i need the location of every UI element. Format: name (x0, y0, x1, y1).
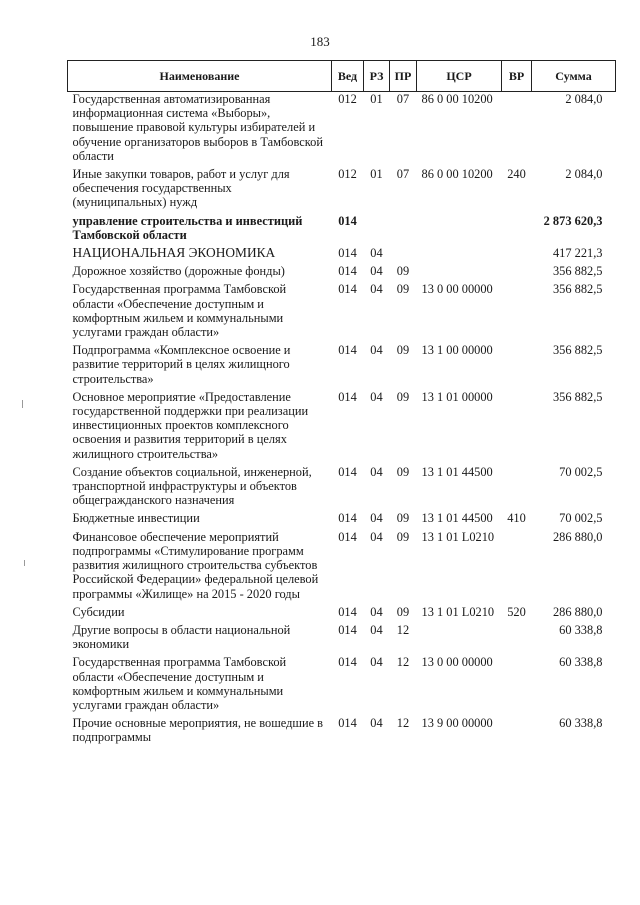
table-row (68, 343, 616, 390)
cell-name: Прочие основные мероприятия, не вошедшие в подпрограммы (72, 716, 324, 745)
cell-vr (502, 390, 532, 465)
cell-vr (502, 246, 532, 264)
cell-pr: 09 (396, 529, 410, 544)
cell-ved: 012 (338, 92, 357, 106)
cell-rz: 04 (370, 389, 383, 404)
cell-name: НАЦИОНАЛЬНАЯ ЭКОНОМИКА (72, 245, 276, 261)
cell-name: Бюджетные инвестиции (72, 511, 200, 526)
header-name: Наименование (68, 61, 332, 92)
cell-sum: 2 084,0 (565, 167, 603, 182)
cell-name: Создание объектов социальной, инженерной, транспортной инфраструктуры и объектов общегражданского назначения (72, 464, 312, 508)
cell-pr (390, 214, 417, 246)
cell-ved: 014 (338, 389, 357, 404)
cell-pr: 09 (396, 604, 410, 619)
cell-name: Другие вопросы в области национальной экономики (72, 622, 291, 652)
cell-pr: 09 (396, 389, 410, 404)
cell-sum: 356 882,5 (552, 389, 603, 404)
cell-csr (417, 246, 502, 264)
cell-ved: 014 (338, 213, 357, 228)
cell-sum: 286 880,0 (552, 529, 603, 544)
cell-pr: 09 (396, 464, 410, 479)
cell-csr: 13 1 01 L0210 (421, 529, 495, 544)
header-vr: ВР (502, 61, 532, 92)
cell-pr: 12 (396, 716, 410, 731)
cell-pr: 09 (396, 511, 410, 526)
cell-rz: 04 (370, 622, 383, 637)
cell-sum: 60 338,8 (559, 716, 603, 731)
cell-csr (417, 623, 502, 655)
table-row (68, 167, 616, 214)
cell-ved: 012 (338, 167, 357, 182)
cell-rz: 04 (370, 716, 383, 731)
cell-ved: 014 (338, 282, 357, 297)
cell-vr (502, 92, 532, 168)
cell-ved: 014 (338, 246, 357, 261)
cell-csr: 13 1 01 L0210 (421, 604, 495, 619)
table-row (68, 246, 616, 264)
cell-name: Государственная автоматизированная информационная система «Выборы», повышение правовой культуры избирателей и обучение организаторов выборов в Тамбовской области (72, 92, 323, 163)
cell-csr: 13 0 00 00000 (421, 282, 493, 297)
cell-ved: 014 (338, 464, 357, 479)
cell-ved: 014 (338, 716, 357, 731)
cell-ved: 014 (338, 655, 357, 670)
table-row (68, 605, 616, 623)
cell-csr: 13 1 01 00000 (421, 389, 493, 404)
cell-csr: 13 1 00 00000 (421, 343, 493, 358)
scan-mark (22, 400, 23, 408)
cell-name: Финансовое обеспечение мероприятий подпрограммы «Стимулирование программ развития жилищного строительства субъектов Российской Федерации» федеральной целевой программы «Жилище» на 2015 - 2020 годы (72, 529, 319, 601)
cell-sum: 70 002,5 (559, 464, 603, 479)
table-row (68, 530, 616, 605)
cell-rz: 04 (370, 511, 383, 526)
cell-rz: 04 (370, 282, 383, 297)
cell-sum: 417 221,3 (552, 246, 603, 261)
cell-sum: 286 880,0 (552, 604, 603, 619)
table-body (68, 92, 616, 749)
cell-name: Основное мероприятие «Предоставление государственной поддержки при реализации инвестиционных проектов комплексного освоения и развития территорий в целях жилищного строительства» (72, 389, 309, 461)
cell-rz: 04 (370, 264, 383, 279)
cell-ved: 014 (338, 511, 357, 526)
budget-table (67, 60, 616, 749)
cell-name: Иные закупки товаров, работ и услуг для обеспечения государственных (муниципальных) нужд (72, 167, 290, 210)
cell-rz: 04 (370, 464, 383, 479)
cell-sum: 2 873 620,3 (543, 213, 603, 228)
cell-vr (502, 343, 532, 390)
table-row (68, 92, 616, 168)
cell-name: Субсидии (72, 604, 125, 619)
cell-rz: 04 (370, 604, 383, 619)
cell-vr (502, 655, 532, 716)
cell-rz: 04 (370, 343, 383, 358)
cell-rz: 04 (370, 529, 383, 544)
table-row (68, 511, 616, 529)
cell-sum: 60 338,8 (559, 622, 603, 637)
cell-rz (364, 214, 390, 246)
cell-csr (417, 214, 502, 246)
cell-pr: 09 (396, 264, 410, 279)
cell-pr: 12 (396, 655, 410, 670)
cell-vr (502, 716, 532, 748)
cell-name: Дорожное хозяйство (дорожные фонды) (72, 264, 285, 279)
cell-rz: 01 (370, 167, 383, 182)
cell-csr: 86 0 00 10200 (421, 92, 493, 106)
cell-vr (502, 530, 532, 605)
scan-mark (24, 560, 25, 566)
cell-sum: 356 882,5 (552, 282, 603, 297)
table-row (68, 214, 616, 246)
cell-vr (502, 282, 532, 343)
cell-sum: 60 338,8 (559, 655, 603, 670)
cell-csr: 13 0 00 00000 (421, 655, 493, 670)
cell-pr: 07 (396, 92, 410, 106)
table-row (68, 390, 616, 465)
cell-pr (390, 246, 417, 264)
table-header (68, 61, 616, 92)
cell-pr: 07 (396, 167, 410, 182)
header-sum: Сумма (532, 61, 616, 92)
cell-rz: 04 (370, 246, 383, 261)
cell-ved: 014 (338, 622, 357, 637)
cell-pr: 09 (396, 343, 410, 358)
cell-pr: 12 (396, 622, 410, 637)
cell-name: Подпрограмма «Комплексное освоение и развитие территорий в целях жилищного строительства» (72, 343, 291, 386)
cell-csr (417, 264, 502, 282)
cell-ved: 014 (338, 343, 357, 358)
header-ved: Вед (332, 61, 364, 92)
header-pr: ПР (390, 61, 417, 92)
cell-rz: 01 (370, 92, 383, 106)
cell-sum: 356 882,5 (552, 343, 603, 358)
cell-csr: 13 9 00 00000 (421, 716, 493, 731)
cell-ved: 014 (338, 529, 357, 544)
header-csr: ЦСР (417, 61, 502, 92)
cell-sum: 356 882,5 (552, 264, 603, 279)
cell-csr: 86 0 00 10200 (421, 167, 493, 182)
cell-csr: 13 1 01 44500 (421, 464, 493, 479)
cell-vr (502, 623, 532, 655)
cell-vr (502, 214, 532, 246)
table-row (68, 623, 616, 655)
table-row (68, 465, 616, 512)
page-number: 183 (310, 34, 330, 49)
cell-ved: 014 (338, 264, 357, 279)
cell-vr (502, 264, 532, 282)
table-row (68, 264, 616, 282)
cell-rz: 04 (370, 655, 383, 670)
cell-ved: 014 (338, 604, 357, 619)
cell-sum: 2 084,0 (565, 92, 603, 106)
cell-name: Государственная программа Тамбовской области «Обеспечение доступным и комфортным жильем и коммунальными услугами граждан области» (72, 655, 287, 712)
cell-name: Государственная программа Тамбовской области «Обеспечение доступным и комфортным жильем и коммунальными услугами граждан области» (72, 282, 287, 340)
cell-vr (502, 465, 532, 512)
cell-pr: 09 (396, 282, 410, 297)
cell-vr: 240 (507, 167, 526, 182)
cell-name: управление строительства и инвестиций Тамбовской области (72, 213, 303, 242)
table-row (68, 655, 616, 716)
cell-csr: 13 1 01 44500 (421, 511, 493, 526)
table-row (68, 716, 616, 748)
cell-vr: 410 (507, 511, 526, 526)
table-row (68, 282, 616, 343)
cell-vr: 520 (507, 604, 526, 619)
header-rz: РЗ (364, 61, 390, 92)
cell-sum: 70 002,5 (559, 511, 603, 526)
